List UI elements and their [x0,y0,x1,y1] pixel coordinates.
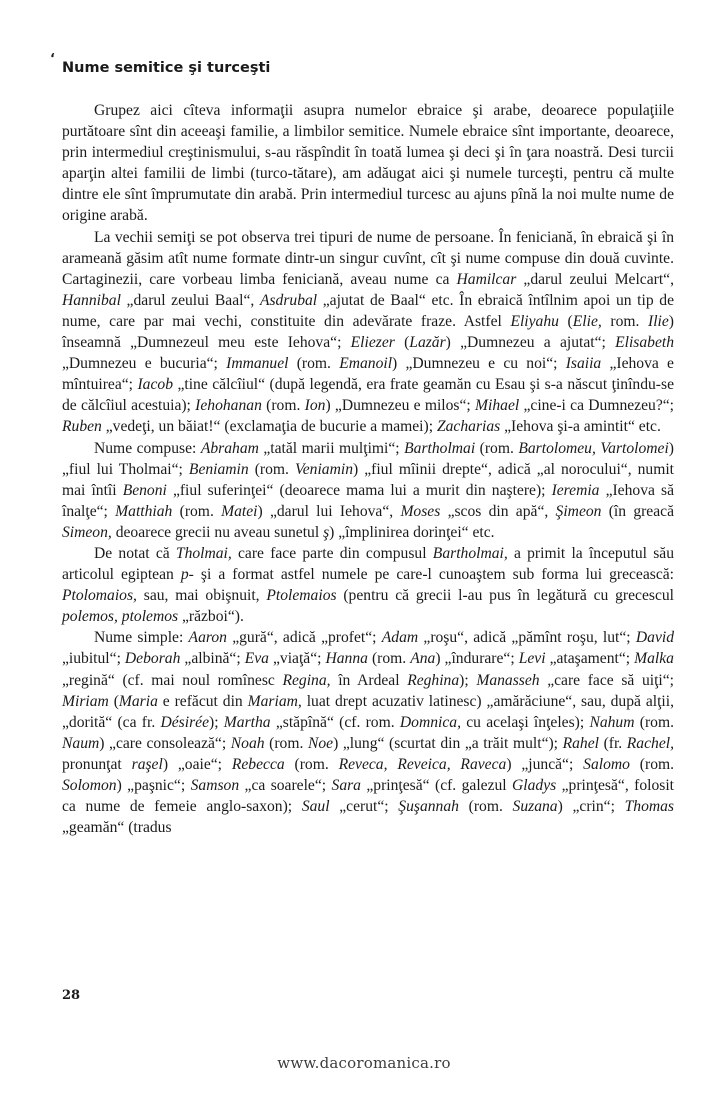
paragraph [62,438,674,543]
italic-name-run: Matei [221,502,258,520]
italic-name-run: Noah [230,734,265,752]
italic-name-run: Maria [118,692,158,710]
italic-name-run: Ion [304,397,326,415]
italic-name-run: Saul [301,798,330,816]
italic-name-run: Ana [410,650,436,668]
text-run: şi a format astfel numele pe care-l cunoaştem sub forma lui grecească: [193,566,675,584]
text-run: „darul zeului Melcart“, [516,270,674,288]
italic-name-run: Eliyahu [510,312,559,330]
italic-name-run: Eva [244,650,269,668]
italic-name-run: Gladys [512,777,557,794]
text-run: ) „Dumnezeu e cu noi“; [392,355,566,373]
text-run: (în greacă [601,502,674,520]
italic-name-run: ş [323,523,330,541]
watermark-url: www.dacoromanica.ro [277,1054,451,1072]
italic-name-run: Abraham [200,439,259,457]
italic-name-run: Thomas [624,798,675,816]
text-run: „vedeţi, un băiat!“ (exclamaţia de bucurie a mamei); [101,418,437,436]
text-run: ) „lung“ (scurtat din „a trăit mult“); [333,734,563,752]
italic-name-run: Noe [307,734,334,752]
text-run: „geamăn“ (tradus [62,819,172,837]
text-run: (rom. [458,798,513,816]
italic-name-run: Elie, [572,312,602,330]
text-run: ( [394,334,410,352]
text-run: „tatăl marii mulţimi“; [258,439,405,457]
italic-name-run: Emanoil [339,355,393,373]
italic-name-run: Suzana [512,798,558,816]
italic-name-run: Moses [400,502,441,520]
italic-name-run: Benoni [122,481,167,499]
italic-name-run: Simeon, [62,523,112,541]
italic-name-run: Reghina [407,671,460,689]
text-run: „iubitul“; [62,650,125,668]
italic-name-run: Nahum [589,713,635,731]
text-run: ) „împlinirea dorinţei“ etc. [329,523,495,541]
section-title: Nume semitice şi turceşti [62,60,271,76]
italic-name-run: polemos, ptolemos [62,608,179,626]
italic-name-run: Eliezer [350,334,395,352]
text-run: ) înseamnă „Dumnezeul meu este Iehova“; [62,312,674,352]
text-run: „ataşament“; [545,650,635,668]
italic-name-run: Reveca, Reveica, Raveca [338,755,507,773]
text-run: (rom. [475,439,519,457]
italic-name-run: Manasseh [476,671,540,689]
text-run: ( [558,312,573,330]
italic-name-run: Veniamin [294,460,353,478]
text-run: „darul zeului Baal“, [120,291,260,309]
text-run: „cine-i ca Dumnezeu?“; [519,397,675,415]
text-run: (rom. [248,460,295,478]
italic-name-run: Ptolomaios, [62,587,137,605]
italic-name-run: Rebecca [231,755,285,773]
text-run: ); [209,713,224,731]
italic-name-run: Mihael [475,397,520,415]
italic-name-run: Levi [518,650,546,668]
text-run: „albină“; [180,650,245,668]
text-run: ) „îndurare“; [435,650,519,668]
italic-name-run: Salomo [583,755,630,773]
text-run: ); [459,671,477,689]
italic-name-run: Tholmai, [175,544,232,562]
italic-name-run: Rachel, [626,734,674,752]
text-run: „care face să uiţi“; [539,671,675,689]
italic-name-run: Aaron [188,629,227,647]
text-run: în Ardeal [330,671,408,689]
italic-name-run: Rahel [562,734,599,752]
text-run: ) „fiul mîinii drepte“, adică „al norocului“, numit mai întîi [62,460,674,499]
text-run: „gură“, adică „profet“; [226,629,382,647]
text-run: (rom. [261,397,305,415]
italic-name-run: Bartholmai, [432,544,508,562]
italic-name-run: Regina, [282,671,331,689]
text-run: „tine călcîiul“ (după legendă, era frate geamăn cu Esau şi s-a născut ţinîndu-se de călcîiul acestuia); [62,376,674,415]
text-run: (pentru că grecii l-au pus în legătură cu grecescul [336,587,674,605]
italic-name-run: Samson [190,777,240,794]
italic-name-run: raşel [131,755,163,773]
text-run: (rom. [264,734,308,752]
italic-name-run: Miriam [62,692,109,710]
italic-name-run: Mariam, [247,692,302,710]
text-run: Nume compuse: [94,439,201,457]
text-run: „Iehova şi-a amintit“ etc. [500,418,661,436]
body-text [62,100,674,838]
text-run: ) „fiul lui Tholmai“; [62,439,674,478]
italic-name-run: Malka [634,650,674,668]
paragraph [62,543,674,627]
italic-name-run: Ilie [648,312,669,330]
text-run: (rom. [288,355,340,373]
italic-name-run: Ptolemaios [266,587,337,605]
italic-name-run: Deborah [124,650,181,668]
italic-name-run: Naum [62,734,100,752]
text-run: „roşu“, adică „pămînt roşu, lut“; [418,629,636,647]
text-run: deoarece grecii nu aveau sunetul [111,523,324,541]
text-run: ) „oaie“; [162,755,232,773]
italic-name-run: Martha [223,713,271,731]
text-run: (rom. [172,502,222,520]
paragraph [62,227,674,438]
text-run: ) „crin“; [557,798,625,816]
paragraph [62,100,674,227]
text-run: „război“). [178,608,244,626]
italic-name-run: Matthiah [115,502,173,520]
text-run: sau, mai obişnuit, [136,587,267,605]
text-run: ) „juncă“; [506,755,584,773]
text-run: cu acelaşi înţeles); [460,713,590,731]
text-run: ) „Dumnezeu e milos“; [325,397,476,415]
italic-name-run: Adam [381,629,419,647]
text-run: La vechii semiţi se pot observa trei tipuri de nume de persoane. În feniciană, în ebraică şi în arameană găsim atît nume formate dintr-un singur cuvînt, cît şi nume compuse din două cuvinte. Cartaginezii, care vorbeau limba feniciană, aveau nume ca [62,228,674,288]
text-run: ) „care consolează“; [99,734,231,752]
italic-name-run: David [635,629,674,647]
italic-name-run: Hannibal [62,291,121,309]
text-run: ) „darul lui Iehova“, [257,502,401,520]
italic-name-run: Zacharias [436,418,501,436]
text-run: „ca soarele“; [239,777,332,794]
text-run: „Iehova să înalţe“; [62,481,674,520]
text-run: „viaţă“; [268,650,326,668]
text-run: pronunţat [62,755,132,773]
text-run: (fr. [598,734,627,752]
italic-name-run: Désirée [160,713,209,731]
italic-name-run: Şuşannah [398,798,459,816]
text-run: „Iehova e mîntuirea“; [62,355,674,394]
italic-name-run: Solomon [62,777,117,794]
italic-name-run: Hanna [325,650,368,668]
text-run: Nume simple: [94,629,189,647]
text-run: ( [108,692,119,710]
italic-name-run: Şimeon [555,502,602,520]
italic-name-run: Bartolomeu, Vartolomei [518,439,669,457]
text-run: care face parte din compusul [231,544,433,562]
text-run: Grupez aici cîteva informaţii asupra numelor ebraice şi arabe, deoarece populaţiile purtătoare sînt din aceeaşi familie, a limbilor semitice. Numele ebraice sînt importante, deoarece, prin intermediul creştinismului, s-au răspîndit în toată lumea şi deci şi în ţara noastră. Desi turcii aparţin altei familii de limbi (turco-tătare), am adăugat aici şi numele turceşti, pentru că multe dintre ele sînt împrumutate din arabă. Prin intermediul turcesc au ajuns pînă la noi multe nume de origine arabă. [62,102,674,225]
text-run: „ajutat de Baal“ etc. În ebraică întîlnim apoi un tip de nume, care par mai vechi, constituite din adevărate fraze. Astfel [62,291,674,330]
text-run: „fiul suferinţei“ (deoarece mama lui a murit din naştere); [166,481,552,499]
italic-name-run: Immanuel [226,355,289,373]
text-run: „stăpînă“ (cf. rom. [270,713,400,731]
text-run: „prinţesă“, folosit ca nume de femeie anglo-saxon); [62,777,674,816]
italic-name-run: Asdrubal [259,291,318,309]
text-run: a primit la începutul său articolul egiptean [62,544,674,584]
text-run: „regină“ (cf. mai noul romînesc [62,671,283,689]
italic-name-run: Domnica, [399,713,461,731]
text-run: (rom. [634,713,674,731]
italic-name-run: Sara [331,777,361,794]
text-run: „Dumnezeu e bucuria“; [62,355,227,373]
text-run: e refăcut din [157,692,248,710]
text-run: De notat că [94,544,176,562]
italic-name-run: Isaiia [565,355,602,373]
text-run: (rom. [284,755,339,773]
page-number: 28 [62,988,81,1003]
text-run: rom. [601,312,649,330]
italic-name-run: p- [180,566,194,584]
paragraph [62,627,674,838]
text-run: „cerut“; [329,798,399,816]
text-run: (rom. [367,650,411,668]
italic-name-run: Bartholmai [404,439,476,457]
italic-name-run: Ruben [62,418,102,436]
italic-name-run: Lazăr [409,334,446,352]
text-run: „prinţesă“ (cf. galezul [360,777,513,794]
text-run: (rom. [629,755,675,773]
italic-name-run: Ieremia [551,481,600,499]
italic-name-run: Hamilcar [456,270,517,288]
italic-name-run: Iehohanan [195,397,262,415]
italic-name-run: Iacob [137,376,173,394]
text-run: ) „paşnic“; [116,777,191,794]
text-run: „scos din apă“, [440,502,556,520]
italic-name-run: Elisabeth [615,334,674,352]
text-run: ) „Dumnezeu a ajutat“; [445,334,616,352]
text-run: luat drept acuzativ latinesc) „amărăciune“, sau, după alţii, „dorită“ (ca fr. [62,692,674,731]
italic-name-run: Beniamin [188,460,249,478]
marginal-mark: ‘ [50,52,55,67]
